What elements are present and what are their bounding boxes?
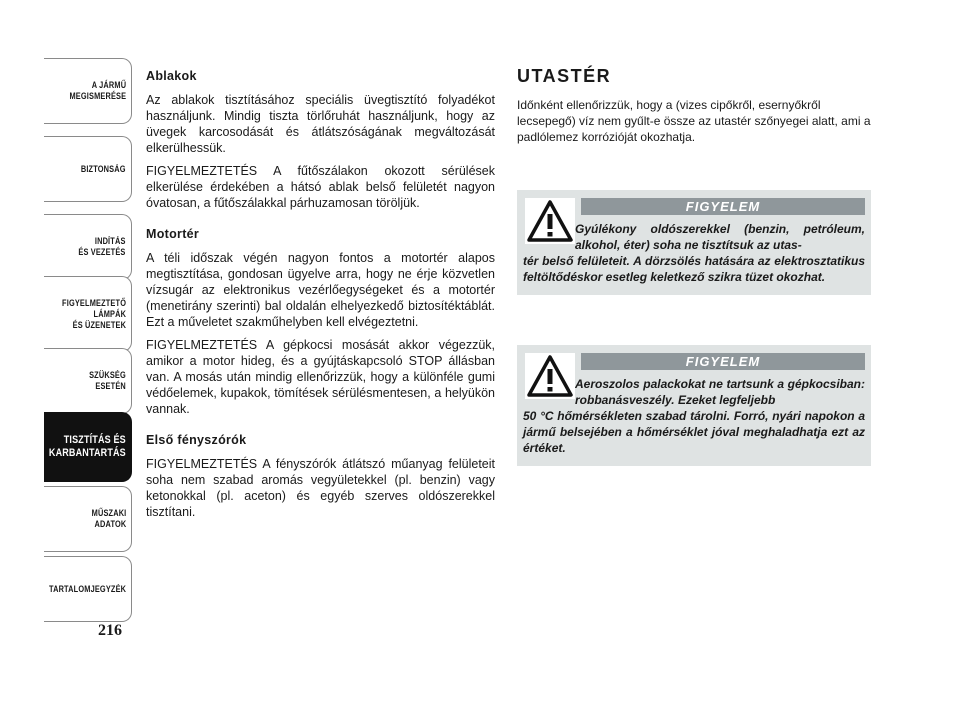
tab-safety[interactable]: BIZTONSÁG — [44, 136, 132, 202]
section-title: UTASTÉR — [517, 66, 612, 86]
warning-text-rest: tér belső felületeit. A dörzsölés hatására az elektrosztatikus feltöltődéskor esetleg keletkező szikra tüzet okozhat. — [523, 254, 865, 284]
left-column — [146, 68, 495, 527]
headlights-heading: Első fényszórók — [146, 433, 247, 447]
right-column — [517, 66, 871, 145]
warning-box-aerosols — [517, 345, 871, 466]
headlights-warning: FIGYELMEZTETÉS A fényszórók átlátszó műanyag felületeit soha nem szabad aromás vegyületekkel (pl. benzin) vagy ketonokkal (pl. aceton) és egyéb szerves oldószerekkel tisztítani. — [146, 457, 495, 519]
tab-cleaning-maintenance[interactable]: TISZTÍTÁS ÉS KARBANTARTÁS — [44, 412, 132, 482]
tab-emergency[interactable]: SZÜKSÉG ESETÉN — [44, 348, 132, 414]
page-number: 216 — [98, 622, 122, 639]
windows-warning: FIGYELMEZTETÉS A fűtőszálakon okozott sérülések elkerülése érdekében a hátsó ablak belső felületét nagyon óvatosan, a fűtőszálakkal párhuzamosan töröljük. — [146, 164, 495, 210]
windows-heading: Ablakok — [146, 69, 197, 83]
engine-warning: FIGYELMEZTETÉS A gépkocsi mosását akkor végezzük, amikor a motor hideg, és a gyújtáskapcsoló STOP állásban van. A mosás után mindig ellenőrizzük, hogy a különféle gumi védőelemek, kupakok, tömítések sérülésmentesen, a helyükön vannak. — [146, 338, 495, 416]
engine-paragraph: A téli időszak végén nagyon fontos a motortér alapos megtisztítása, gondosan ügyelve arra, hogy ne érje közvetlen vízsugár az elektronikus vezérlőegységeket és a motortér (menetirány szerinti) bal oldalán elhelyezkedő biztosítéktáblát. Ezt a műveletet szakműhelyben kell elvégeztetni. — [146, 251, 495, 329]
warning-text-first: Aeroszolos palackokat ne tartsunk a gépkocsiban: robbanásveszély. Ezeket legfeljebb — [575, 377, 865, 407]
windows-paragraph: Az ablakok tisztításához speciális üvegtisztító folyadékot használjunk. Mindig tiszta törlőruhát használjunk, hogy az üvegek karcosodását és átlátszóságának megváltozását elkerülhessük. — [146, 93, 495, 155]
warning-triangle-icon — [525, 198, 575, 244]
warning-text-rest: 50 °C hőmérsékleten szabad tárolni. Forró, nyári napokon a jármű belsejében a hőmérséklet jóval meghaladhatja ezt az értéket. — [523, 409, 865, 455]
tab-starting-driving[interactable]: INDÍTÁS ÉS VEZETÉS — [44, 214, 132, 280]
interior-intro: Időnként ellenőrizzük, hogy a (vizes cipőkről, esernyőkről lecsepegő) víz nem gyűlt-e össze az utastér szőnyegei alatt, ami a padlólemez korrózióját okozhatja. — [517, 98, 871, 144]
tab-contents[interactable]: TARTALOMJEGYZÉK — [44, 556, 132, 622]
warning-text-first: Gyúlékony oldószerekkel (benzin, petróleum, alkohol, éter) soha ne tisztítsuk az utas- — [575, 222, 865, 252]
warning-heading: FIGYELEM — [581, 198, 865, 215]
warning-box-solvents — [517, 190, 871, 295]
tab-technical-data[interactable]: MŰSZAKI ADATOK — [44, 486, 132, 552]
warning-triangle-icon — [525, 353, 575, 399]
tab-warning-lights[interactable]: FIGYELMEZTETŐ LÁMPÁK ÉS ÜZENETEK — [44, 276, 132, 352]
warning-heading: FIGYELEM — [581, 353, 865, 370]
tab-vehicle-overview[interactable]: A JÁRMŰ MEGISMERÉSE — [44, 58, 132, 124]
engine-heading: Motortér — [146, 227, 200, 241]
